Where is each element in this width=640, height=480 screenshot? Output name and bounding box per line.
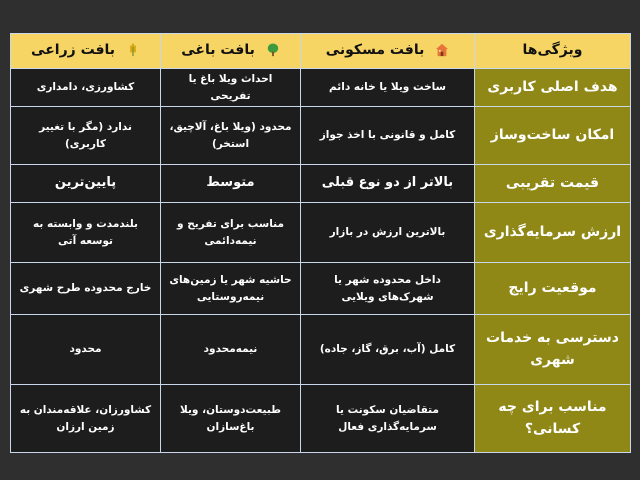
garden-cell: طبیعت‌دوستان، ویلا باغ‌سازان: [161, 385, 301, 453]
feature-cell: مناسب برای چه کسانی؟: [475, 385, 631, 453]
header-garden-label: بافت باغی: [181, 42, 255, 59]
header-garden: [161, 34, 301, 69]
agricultural-cell: کشاورزان، علاقه‌مندان به زمین ارزان: [11, 385, 161, 453]
header-agricultural-label: بافت زراعی: [31, 42, 116, 59]
garden-cell: محدود (ویلا باغ، آلاچیق، استخر): [161, 107, 301, 165]
header-residential: [301, 34, 475, 69]
residential-cell: متقاضیان سکونت یا سرمایه‌گذاری فعال: [301, 385, 475, 453]
residential-cell: بالاتر از دو نوع قبلی: [301, 165, 475, 203]
residential-cell: داخل محدوده شهر یا شهرک‌های ویلایی: [301, 263, 475, 315]
feature-cell: هدف اصلی کاربری: [475, 69, 631, 107]
agricultural-cell: خارج محدوده طرح شهری: [11, 263, 161, 315]
feature-cell: قیمت تقریبی: [475, 165, 631, 203]
header-features: [475, 34, 631, 69]
agricultural-cell: پایین‌ترین: [11, 165, 161, 203]
agricultural-cell: کشاورزی، دامداری: [11, 69, 161, 107]
table-row: [11, 69, 631, 107]
table-row: [11, 165, 631, 203]
table-row: [11, 203, 631, 263]
garden-cell: نیمه‌محدود: [161, 315, 301, 385]
agricultural-cell: محدود: [11, 315, 161, 385]
house-icon: [435, 43, 449, 57]
feature-cell: ارزش سرمایه‌گذاری: [475, 203, 631, 263]
garden-cell: احداث ویلا باغ یا تفریحی: [161, 69, 301, 107]
land-texture-comparison-table: [10, 33, 631, 453]
feature-cell: موقعیت رایج: [475, 263, 631, 315]
table-row: [11, 385, 631, 453]
table-row: [11, 107, 631, 165]
residential-cell: ساخت ویلا یا خانه دائم: [301, 69, 475, 107]
feature-cell: دسترسی به خدمات شهری: [475, 315, 631, 385]
tree-icon: [266, 43, 280, 57]
agricultural-cell: ندارد (مگر با تغییر کاربری): [11, 107, 161, 165]
wheat-icon: [126, 43, 140, 57]
header-features-label: ویژگی‌ها: [522, 42, 583, 59]
table-row: [11, 263, 631, 315]
feature-cell: امکان ساخت‌وساز: [475, 107, 631, 165]
header-agricultural: [11, 34, 161, 69]
header-row: [11, 34, 631, 69]
residential-cell: کامل (آب، برق، گاز، جاده): [301, 315, 475, 385]
comparison-table-wrapper: [10, 33, 630, 450]
garden-cell: مناسب برای تفریح و نیمه‌دائمی: [161, 203, 301, 263]
header-residential-label: بافت مسکونی: [325, 42, 425, 59]
agricultural-cell: بلندمدت و وابسته به توسعه آتی: [11, 203, 161, 263]
garden-cell: حاشیه شهر یا زمین‌های نیمه‌روستایی: [161, 263, 301, 315]
garden-cell: متوسط: [161, 165, 301, 203]
residential-cell: بالاترین ارزش در بازار: [301, 203, 475, 263]
table-row: [11, 315, 631, 385]
residential-cell: کامل و قانونی با اخذ جواز: [301, 107, 475, 165]
